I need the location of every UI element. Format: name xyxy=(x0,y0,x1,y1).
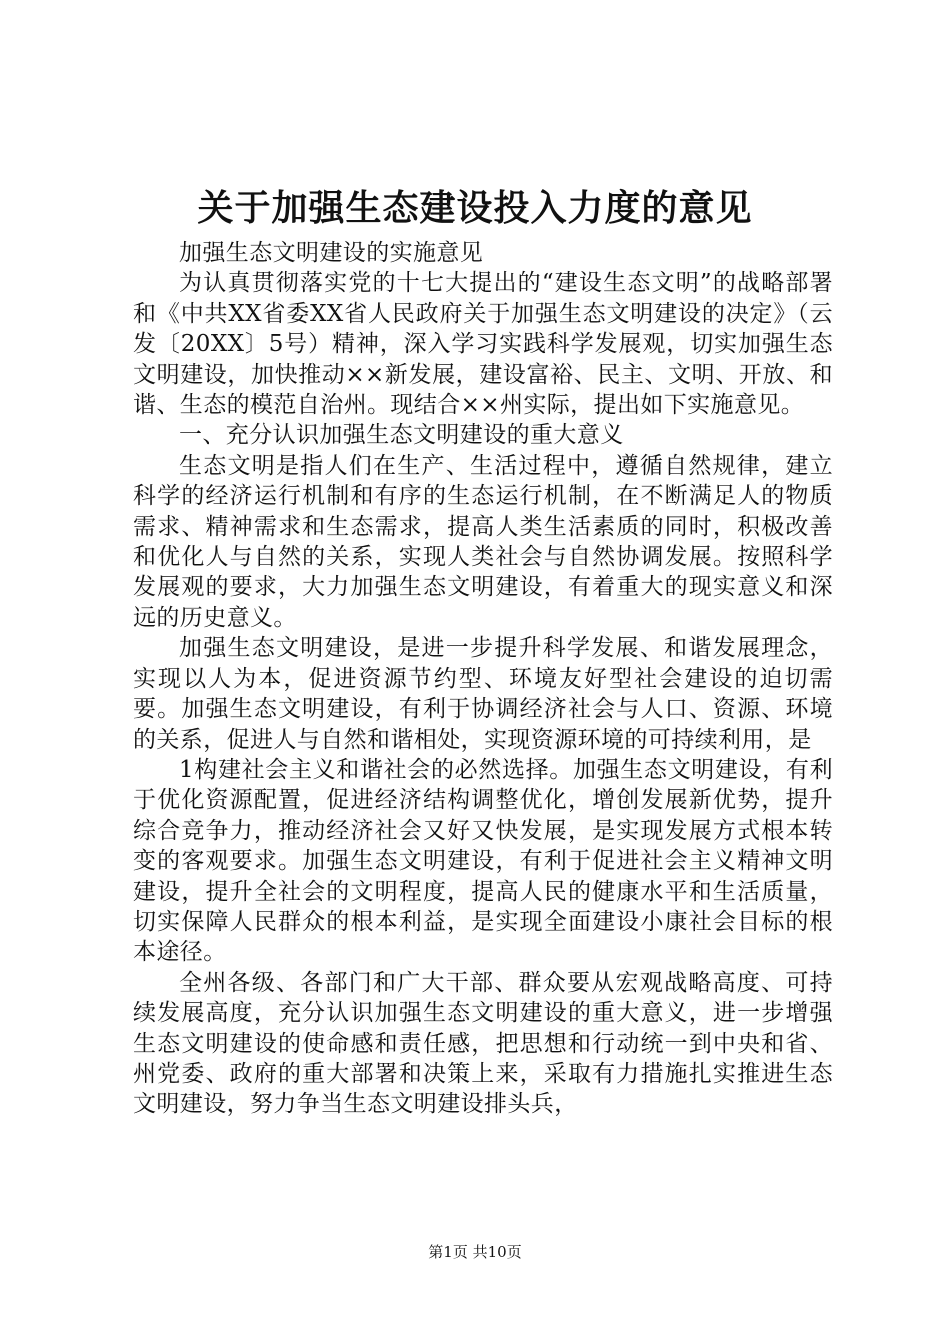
paragraph-intro: 为认真贯彻落实党的十七大提出的“建设生态文明”的战略部署和《中共XX省委XX省人民政府关于加强生态文明建设的决定》（云发〔20XX〕5号）精神，深入学习实践科学发展观，切实加强生态文明建设，加快推动××新发展，建设富裕、民主、文明、开放、和谐、生态的模范自治州。现结合××州实际，提出如下实施意见。 xyxy=(133,270,833,419)
document-body xyxy=(133,238,833,1120)
paragraph: 生态文明是指人们在生产、生活过程中，遵循自然规律，建立科学的经济运行机制和有序的生态运行机制，在不断满足人的物质需求、精神需求和生态需求，提高人类生活素质的同时，积极改善和优化人与自然的关系，实现人类社会与自然协调发展。按照科学发展观的要求，大力加强生态文明建设，有着重大的现实意义和深远的历史意义。 xyxy=(133,452,833,631)
paragraph-subtitle: 加强生态文明建设的实施意见 xyxy=(179,240,484,266)
section-heading-1: 一、充分认识加强生态文明建设的重大意义 xyxy=(179,422,624,449)
paragraph: 加强生态文明建设，是进一步提升科学发展、和谐发展理念，实现以人为本，促进资源节约型、环境友好型社会建设的迫切需要。加强生态文明建设，有利于协调经济社会与人口、资源、环境的关系，促进人与自然和谐相处，实现资源环境的可持续利用，是 xyxy=(133,635,833,753)
paragraph: 1构建社会主义和谐社会的必然选择。加强生态文明建设，有利于优化资源配置，促进经济结构调整优化，增创发展新优势，提升综合竞争力，推动经济社会又好又快发展，是实现发展方式根本转变的客观要求。加强生态文明建设，有利于促进社会主义精神文明建设，提升全社会的文明程度，提高人民的健康水平和生活质量，切实保障人民群众的根本利益，是实现全面建设小康社会目标的根本途径。 xyxy=(133,756,833,966)
page-title: 关于加强生态建设投入力度的意见 xyxy=(197,187,753,229)
paragraph: 全州各级、各部门和广大干部、群众要从宏观战略高度、可持续发展高度，充分认识加强生态文明建设的重大意义，进一步增强生态文明建设的使命感和责任感，把思想和行动统一到中央和省、州党委、政府的重大部署和决策上来，采取有力措施扎实推进生态文明建设，努力争当生态文明建设排头兵， xyxy=(133,969,833,1118)
page-footer: 第1页 共10页 xyxy=(428,1243,522,1261)
